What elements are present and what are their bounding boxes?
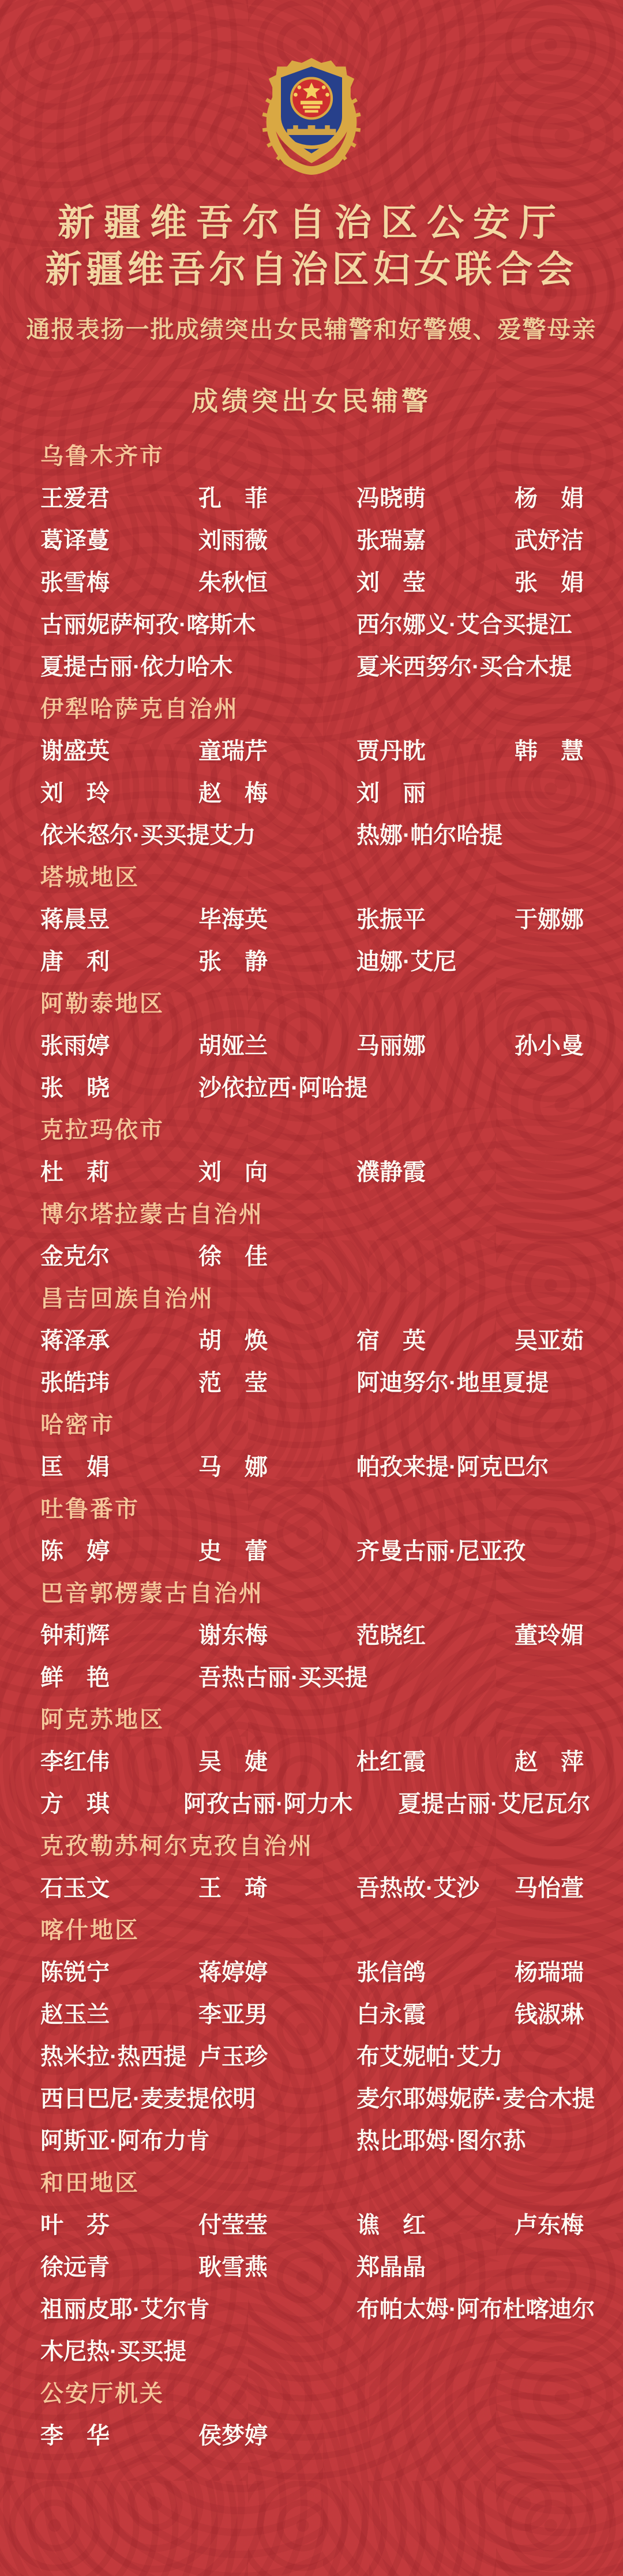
officer-name: 侯梦婷: [198, 2423, 268, 2449]
officer-name: 史 蕾: [198, 1539, 268, 1565]
officer-name: 张 静: [198, 949, 268, 975]
name-row: [40, 897, 623, 939]
officer-name: 张瑞嘉: [356, 528, 426, 554]
officer-name: 卢玉珍: [198, 2044, 268, 2070]
officer-name: 吴 婕: [198, 1749, 268, 1775]
name-row: [40, 1992, 623, 2034]
officer-name: 童瑞芹: [198, 738, 268, 764]
officer-name: 吴亚茹: [515, 1328, 584, 1354]
name-row: [40, 1655, 623, 1697]
region-header: 喀什地区: [40, 1918, 140, 1944]
region-header: 和田地区: [40, 2170, 140, 2196]
officer-name: 杨瑞瑞: [515, 1960, 584, 1986]
name-row: [40, 2328, 623, 2371]
officer-name: 于娜娜: [515, 907, 584, 933]
police-badge-icon: [250, 53, 373, 175]
officer-name: 唐 利: [40, 949, 110, 975]
commendation-poster: [0, 53, 623, 2576]
region-header: 克孜勒苏柯尔克孜自治州: [40, 1833, 313, 1859]
officer-name: 李 华: [40, 2423, 110, 2449]
officer-name: 徐 佳: [198, 1244, 268, 1270]
region-header: 昌吉回族自治州: [40, 1286, 214, 1312]
officer-name: 郑晶晶: [356, 2255, 426, 2281]
officer-name: 齐曼古丽·尼亚孜: [356, 1539, 526, 1565]
officer-name: 马丽娜: [356, 1033, 426, 1059]
officer-name: 阿迪努尔·地里夏提: [356, 1370, 549, 1396]
name-row: [40, 2244, 623, 2286]
officer-name: 刘 玲: [40, 781, 110, 807]
officer-name: 孙小曼: [515, 1033, 584, 1059]
region-header: 阿克苏地区: [40, 1707, 164, 1733]
officer-name: 谯 红: [356, 2213, 426, 2238]
officer-name: 朱秋恒: [198, 570, 268, 596]
officer-name: 赵玉兰: [40, 2002, 110, 2028]
officer-name: 方 琪: [40, 1791, 110, 1817]
officer-name: 濮静霞: [356, 1160, 426, 1186]
region-header: 吐鲁番市: [40, 1497, 140, 1523]
name-row: [40, 1149, 623, 1191]
officer-name: 杜 莉: [40, 1160, 110, 1186]
officer-name: 木尼热·买买提: [40, 2339, 187, 2365]
officer-name: 钟莉辉: [40, 1623, 110, 1649]
name-row: [40, 2202, 623, 2244]
officer-name: 武妤洁: [515, 528, 584, 554]
officer-name: 董玲媚: [515, 1623, 584, 1649]
officer-name: 陈锐宁: [40, 1960, 110, 1986]
name-row: [40, 2118, 623, 2160]
name-row: [40, 1528, 623, 1570]
officer-name: 赵 梅: [198, 781, 268, 807]
officer-name: 蒋婷婷: [198, 1960, 268, 1986]
region-header: 塔城地区: [40, 865, 140, 891]
officer-name: 葛译蔓: [40, 528, 110, 554]
officer-name: 付莹莹: [198, 2213, 268, 2238]
name-row: [40, 1360, 623, 1402]
name-row: [40, 770, 623, 812]
region-header: 公安厅机关: [40, 2381, 164, 2407]
officer-name: 谢盛英: [40, 738, 110, 764]
officer-name: 刘雨薇: [198, 528, 268, 554]
officer-name: 热米拉·热西提: [40, 2044, 187, 2070]
officer-name: 张振平: [356, 907, 426, 933]
officer-name: 毕海英: [198, 907, 268, 933]
officer-name: 谢东梅: [198, 1623, 268, 1649]
officer-name: 胡娅兰: [198, 1033, 268, 1059]
officer-name: 阿孜古丽·阿力木: [183, 1791, 353, 1817]
officer-name: 耿雪燕: [198, 2255, 268, 2281]
name-row: [40, 1865, 623, 1907]
org-title-line1: 新疆维吾尔自治区公安厅: [58, 202, 565, 243]
officer-name: 刘 向: [198, 1160, 268, 1186]
region-header: 哈密市: [40, 1412, 115, 1438]
officer-name: 卢东梅: [515, 2213, 584, 2238]
police-badge: [245, 53, 378, 175]
region-header: 博尔塔拉蒙古自治州: [40, 1202, 264, 1228]
officer-name: 王爱君: [40, 486, 110, 512]
officer-name: 金克尔: [40, 1244, 110, 1270]
name-row: [40, 602, 623, 644]
name-row: [40, 1065, 623, 1107]
officer-name: 阿斯亚·阿布力肯: [40, 2128, 210, 2154]
officer-name: 夏提古丽·依力哈木: [40, 654, 233, 680]
officer-name: 冯晓萌: [356, 486, 426, 512]
name-row: [40, 475, 623, 518]
region-header: 克拉玛依市: [40, 1118, 164, 1143]
name-row: [40, 812, 623, 854]
officer-name: 杜红霞: [356, 1749, 426, 1775]
officer-name: 杨 娟: [515, 486, 584, 512]
regions-list: [0, 433, 623, 2455]
subtitle: 通报表扬一批成绩突出女民辅警和好警嫂、爱警母亲: [26, 316, 597, 343]
name-row: [40, 1444, 623, 1486]
officer-name: 宿 英: [356, 1328, 426, 1354]
officer-name: 西日巴尼·麦麦提依明: [40, 2086, 256, 2112]
name-row: [40, 939, 623, 981]
officer-name: 蒋晨昱: [40, 907, 110, 933]
name-row: [40, 1781, 623, 1823]
name-row: [40, 2034, 623, 2076]
officer-name: 赵 萍: [515, 1749, 584, 1775]
officer-name: 胡 焕: [198, 1328, 268, 1354]
officer-name: 吾热古丽·买买提: [198, 1665, 368, 1691]
officer-name: 马 娜: [198, 1454, 268, 1480]
region-header: 伊犁哈萨克自治州: [40, 696, 239, 722]
officer-name: 张信鸽: [356, 1960, 426, 1986]
name-row: [40, 2286, 623, 2328]
region-header: 乌鲁木齐市: [40, 444, 164, 470]
officer-name: 范 莹: [198, 1370, 268, 1396]
officer-name: 古丽妮萨柯孜·喀斯木: [40, 612, 256, 638]
officer-name: 麦尔耶姆妮萨·麦合木提: [356, 2086, 595, 2112]
officer-name: 祖丽皮耶·艾尔肯: [40, 2297, 210, 2323]
officer-name: 夏米西努尔·买合木提: [356, 654, 572, 680]
officer-name: 李亚男: [198, 2002, 268, 2028]
officer-name: 热比耶姆·图尔荪: [356, 2128, 526, 2154]
name-row: [40, 560, 623, 602]
name-row: [40, 518, 623, 560]
name-row: [40, 728, 623, 770]
name-row: [40, 644, 623, 686]
name-row: [40, 1613, 623, 1655]
officer-name: 钱淑琳: [515, 2002, 584, 2028]
name-row: [40, 1023, 623, 1065]
officer-name: 迪娜·艾尼: [356, 949, 457, 975]
region-header: 巴音郭楞蒙古自治州: [40, 1581, 264, 1607]
officer-name: 布帕太姆·阿布杜喀迪尔: [356, 2297, 595, 2323]
name-row: [40, 1949, 623, 1992]
region-header: 阿勒泰地区: [40, 991, 164, 1017]
officer-name: 匡 娟: [40, 1454, 110, 1480]
officer-name: 沙依拉西·阿哈提: [198, 1075, 368, 1101]
officer-name: 贾丹眈: [356, 738, 426, 764]
officer-name: 刘 丽: [356, 781, 426, 807]
officer-name: 西尔娜义·艾合买提江: [356, 612, 572, 638]
officer-name: 叶 芬: [40, 2213, 110, 2238]
officer-name: 布艾妮帕·艾力: [356, 2044, 503, 2070]
officer-name: 韩 慧: [515, 738, 584, 764]
org-title-line2: 新疆维吾尔自治区妇女联合会: [45, 249, 578, 291]
officer-name: 马怡萱: [515, 1876, 584, 1902]
officer-name: 帕孜来提·阿克巴尔: [356, 1454, 549, 1480]
officer-name: 范晓红: [356, 1623, 426, 1649]
officer-name: 张 晓: [40, 1075, 110, 1101]
name-row: [40, 1233, 623, 1276]
officer-name: 李红伟: [40, 1749, 110, 1775]
officer-name: 蒋泽承: [40, 1328, 110, 1354]
officer-name: 刘 莹: [356, 570, 426, 596]
officer-name: 徐远青: [40, 2255, 110, 2281]
officer-name: 夏提古丽·艾尼瓦尔: [398, 1791, 591, 1817]
officer-name: 鲜 艳: [40, 1665, 110, 1691]
officer-name: 张雪梅: [40, 570, 110, 596]
officer-name: 孔 菲: [198, 486, 268, 512]
officer-name: 王 琦: [198, 1876, 268, 1902]
officer-name: 石玉文: [40, 1876, 110, 1902]
officer-name: 热娜·帕尔哈提: [356, 823, 503, 849]
officer-name: 白永霞: [356, 2002, 426, 2028]
name-row: [40, 1739, 623, 1781]
officer-name: 张皓玮: [40, 1370, 110, 1396]
name-row: [40, 2413, 623, 2455]
officer-name: 依米怒尔·买买提艾力: [40, 823, 256, 849]
officer-name: 吾热故·艾沙: [356, 1876, 480, 1902]
name-row: [40, 1318, 623, 1360]
officer-name: 张 娟: [515, 570, 584, 596]
officer-name: 陈 婷: [40, 1539, 110, 1565]
officer-name: 张雨婷: [40, 1033, 110, 1059]
section-title: 成绩突出女民辅警: [192, 386, 431, 417]
name-row: [40, 2076, 623, 2118]
